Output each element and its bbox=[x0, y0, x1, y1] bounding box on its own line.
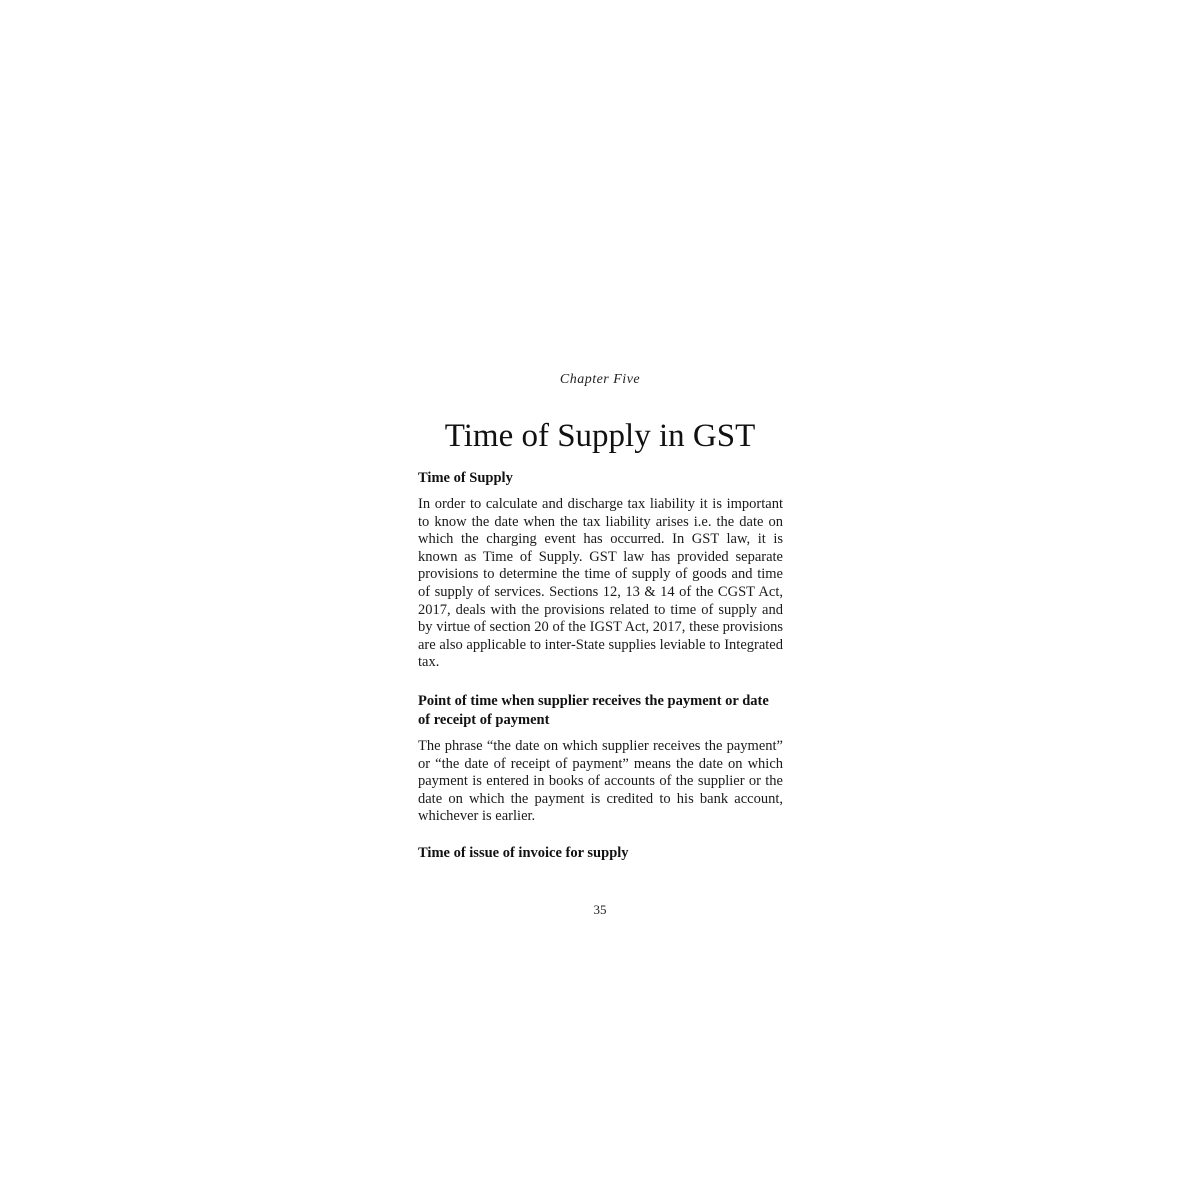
section-body: In order to calculate and discharge tax liability it is important to know the date when the tax liability arises i.e. the date on which the charging event has occurred. In GST law, it is known as Time of Supply. GST law has provided separate provisions to determine the time of supply of goods and time of supply of services. Sections 12, 13 & 14 of the CGST Act, 2017, deals with the provisions related to time of supply and by virtue of section 20 of the IGST Act, 2017, these provisions are also applicable to inter-State supplies leviable to Integrated tax. bbox=[418, 496, 783, 671]
section-issue-of-invoice bbox=[418, 844, 783, 871]
chapter-label: Chapter Five bbox=[559, 372, 641, 387]
page-number: 35 bbox=[593, 902, 607, 917]
chapter-title: Time of Supply in GST bbox=[444, 418, 756, 454]
section-heading: Time of issue of invoice for supply bbox=[418, 845, 629, 861]
section-time-of-supply bbox=[418, 469, 783, 672]
section-receipt-of-payment bbox=[418, 692, 783, 826]
section-heading: Time of Supply bbox=[418, 470, 513, 486]
section-body: The phrase “the date on which supplier receives the payment” or “the date of receipt of payment” means the date on which payment is entered in books of accounts of the supplier or the date on which the payment is credited to his bank account, whichever is earlier. bbox=[418, 738, 783, 825]
section-heading: Point of time when supplier receives the payment or date of receipt of payment bbox=[418, 693, 769, 728]
